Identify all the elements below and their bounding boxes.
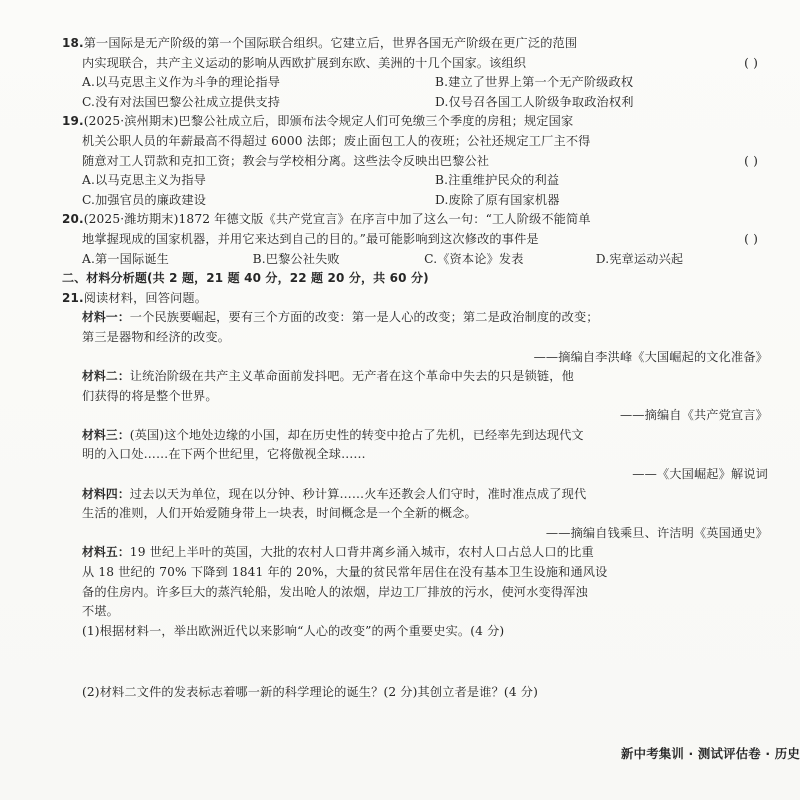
option-c: C.加强官员的廉政建设 bbox=[82, 192, 207, 207]
question-18-options-row-2 bbox=[62, 93, 768, 113]
question-number: 21. bbox=[62, 290, 84, 305]
material-source: ——摘编自钱乘旦、许洁明《英国通史》 bbox=[545, 525, 768, 540]
question-19-line-2: 机关公职人员的年薪最高不得超过 6000 法郎；废止面包工人的夜班；公社还规定工厂主不得 bbox=[82, 133, 591, 148]
question-18-line-2: 内实现联合，共产主义运动的影响从西欧扩展到东欧、美洲的十几个国家。该组织 ( ) bbox=[62, 54, 768, 74]
page-content bbox=[62, 34, 768, 703]
question-18-options-row-1 bbox=[62, 73, 768, 93]
question-21-intro: 21.阅读材料，回答问题。 bbox=[62, 290, 208, 305]
option-b: B.注重维护民众的利益 bbox=[435, 173, 560, 188]
material-source: ——《大国崛起》解说词 bbox=[632, 467, 768, 482]
section-heading: 二、材料分析题(共 2 题，21 题 40 分，22 题 20 分，共 60 分) bbox=[62, 271, 429, 286]
page-footer: 新中考集训 · 测试评估卷 · 历史 bbox=[621, 746, 800, 761]
option-a: A.第一国际诞生 bbox=[82, 251, 170, 266]
question-19-line-3: 随意对工人罚款和克扣工资；教会与学校相分离。这些法令反映出巴黎公社 ( ) bbox=[62, 152, 768, 172]
option-a: A.以马克思主义作为斗争的理论指导 bbox=[82, 75, 281, 90]
question-19-line-1: 19.(2025·滨州期末)巴黎公社成立后，即颁布法令规定人们可免缴三个季度的房租；规定国家 bbox=[62, 114, 574, 129]
question-20 bbox=[62, 210, 768, 269]
option-d: D.仅号召各国工人阶级争取政治权利 bbox=[435, 94, 634, 109]
answer-paren: ( ) bbox=[744, 231, 758, 246]
material-label: 材料二： bbox=[82, 369, 130, 384]
sub-question-2: (2)材料二文件的发表标志着哪一新的科学理论的诞生？(2 分)其创立者是谁？(4 分) bbox=[82, 685, 538, 700]
answer-paren: ( ) bbox=[744, 55, 758, 70]
option-d: D.宪章运动兴起 bbox=[595, 251, 684, 266]
option-c: C.《资本论》发表 bbox=[424, 251, 524, 266]
question-number: 20. bbox=[62, 212, 84, 227]
option-b: B.巴黎公社失败 bbox=[252, 251, 340, 266]
question-20-line-1: 20.(2025·潍坊期末)1872 年德文版《共产党宣言》在序言中加了这么一句：“工人阶级不能简单 bbox=[62, 212, 591, 227]
material-source: ——摘编自《共产党宣言》 bbox=[619, 408, 768, 423]
sub-question-1: (1)根据材料一，举出欧洲近代以来影响“人心的改变”的两个重要史实。(4 分) bbox=[82, 623, 505, 638]
option-b: B.建立了世界上第一个无产阶级政权 bbox=[435, 75, 634, 90]
question-18-line-1: 18.第一国际是无产阶级的第一个国际联合组织。它建立后，世界各国无产阶级在更广泛的范围 bbox=[62, 36, 578, 50]
question-21 bbox=[62, 289, 768, 703]
question-20-line-2: 地掌握现成的国家机器，并用它来达到自己的目的。”最可能影响到这次修改的事件是 ( ) bbox=[62, 230, 768, 250]
question-18 bbox=[62, 34, 768, 112]
material-label: 材料一： bbox=[82, 310, 130, 325]
material-1: 材料一：一个民族要崛起，要有三个方面的改变：第一是人心的改变；第二是政治制度的改变； 第三是器物和经济的改变。 ——摘编自李洪峰《大国崛起的文化准备》 bbox=[62, 308, 768, 367]
question-19-options-row-2 bbox=[62, 191, 768, 211]
question-20-options-row bbox=[62, 250, 768, 270]
answer-paren: ( ) bbox=[744, 153, 758, 168]
option-d: D.废除了原有国家机器 bbox=[435, 192, 560, 207]
material-3: 材料三：(英国)这个地处边缘的小国，却在历史性的转变中抢占了先机，已经率先到达现代文 明的入口处……在下两个世纪里，它将傲视全球…… ——《大国崛起》解说词 bbox=[62, 426, 768, 485]
material-label: 材料三： bbox=[82, 427, 130, 442]
question-number: 19. bbox=[62, 114, 84, 129]
material-label: 材料五： bbox=[82, 545, 130, 560]
material-4: 材料四：过去以天为单位，现在以分钟、秒计算……火车还教会人们守时，准时准点成了现代 生活的准则，人们开始爱随身带上一块表，时间概念是一个全新的概念。 ——摘编自钱乘旦、许洁明《英国通史》 bbox=[62, 485, 768, 544]
option-a: A.以马克思主义为指导 bbox=[82, 173, 207, 188]
answer-space bbox=[62, 641, 768, 671]
material-source: ——摘编自李洪峰《大国崛起的文化准备》 bbox=[533, 349, 768, 364]
question-19 bbox=[62, 112, 768, 210]
material-label: 材料四： bbox=[82, 486, 130, 501]
material-2: 材料二：让统治阶级在共产主义革命面前发抖吧。无产者在这个革命中失去的只是锁链，他 们获得的将是整个世界。 ——摘编自《共产党宣言》 bbox=[62, 367, 768, 426]
option-c: C.没有对法国巴黎公社成立提供支持 bbox=[82, 94, 281, 109]
material-5: 材料五：19 世纪上半叶的英国，大批的农村人口背井离乡涌入城市，农村人口占总人口的比重 从 18 世纪的 70% 下降到 1841 年的 20%，大量的贫民常年居住在没有基本卫生设施和通风设 备的住房内。许多巨大的蒸汽轮船，发出呛人的浓烟，岸边工厂排放的污水，使河水变得浑浊 不堪。 bbox=[82, 545, 608, 619]
question-19-options-row-1 bbox=[62, 171, 768, 191]
question-number: 18. bbox=[62, 36, 84, 50]
